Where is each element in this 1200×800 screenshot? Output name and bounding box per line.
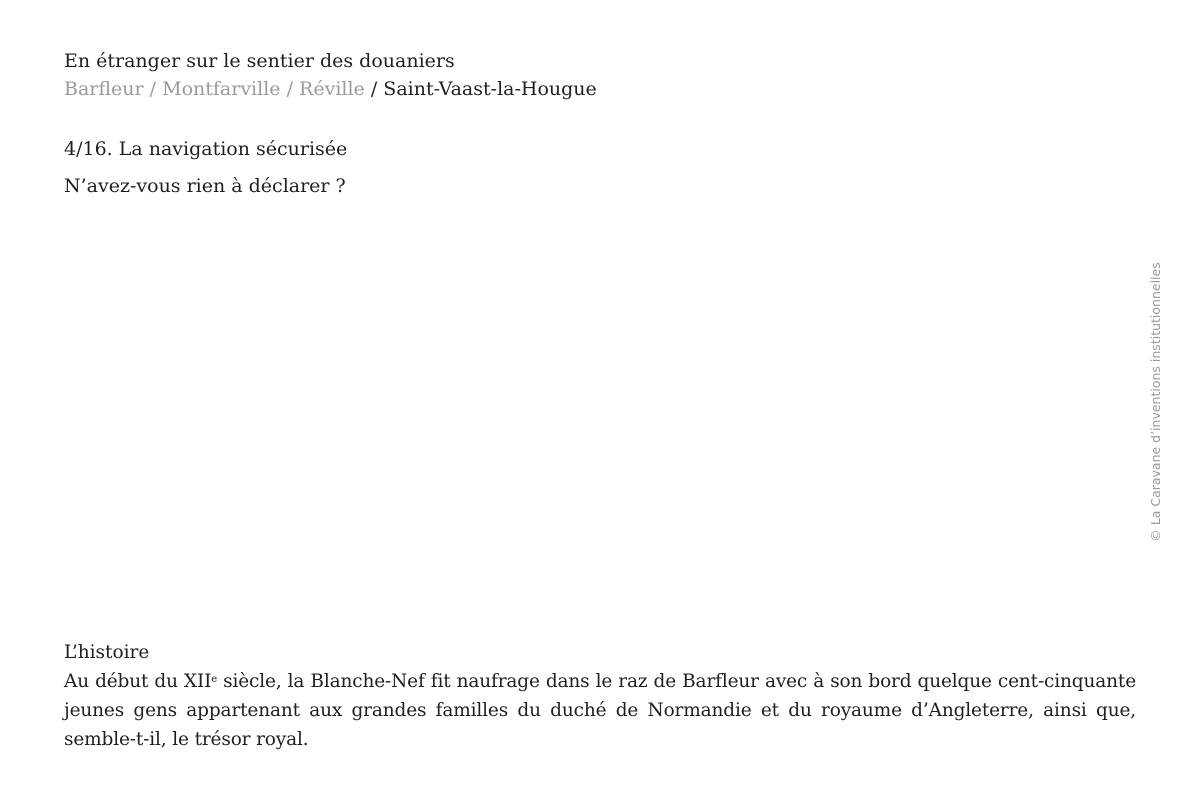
history-body <box>64 667 1136 754</box>
copyright-vertical <box>1146 243 1166 561</box>
history-body-start: Au début du XII <box>64 671 212 692</box>
series-title: En étranger sur le sentier des douaniers <box>64 50 455 72</box>
history-block <box>64 638 1136 754</box>
history-body-rest: siècle, la Blanche-Nef fit naufrage dans le raz de Barfleur avec à son bord quelque cent-cinquante jeunes gens appartenant aux grandes familles du duché de Normandie et du royaume d’Angleterre, ainsi que, semble-t-il, le trésor royal. <box>64 671 1136 750</box>
century-superscript: e <box>211 674 218 685</box>
route-place-saint-vaast-la-hougue: Saint-Vaast-la-Hougue <box>383 78 597 100</box>
route-separator: / <box>286 78 300 100</box>
route-place-reville: Réville <box>299 78 365 100</box>
copyright-text: © La Caravane d’inventions institutionnelles <box>1148 262 1163 542</box>
route-separator: / <box>149 78 163 100</box>
route-place-montfarville: Montfarville <box>162 78 281 100</box>
header <box>64 47 1064 103</box>
history-heading: L’histoire <box>64 642 150 663</box>
route-breadcrumb <box>64 75 1064 103</box>
route-place-barfleur: Barfleur <box>64 78 144 100</box>
route-separator: / <box>370 78 384 100</box>
section-title: 4/16. La navigation sécurisée <box>64 138 348 160</box>
section-subtitle: N’avez-vous rien à déclarer ? <box>64 175 346 197</box>
